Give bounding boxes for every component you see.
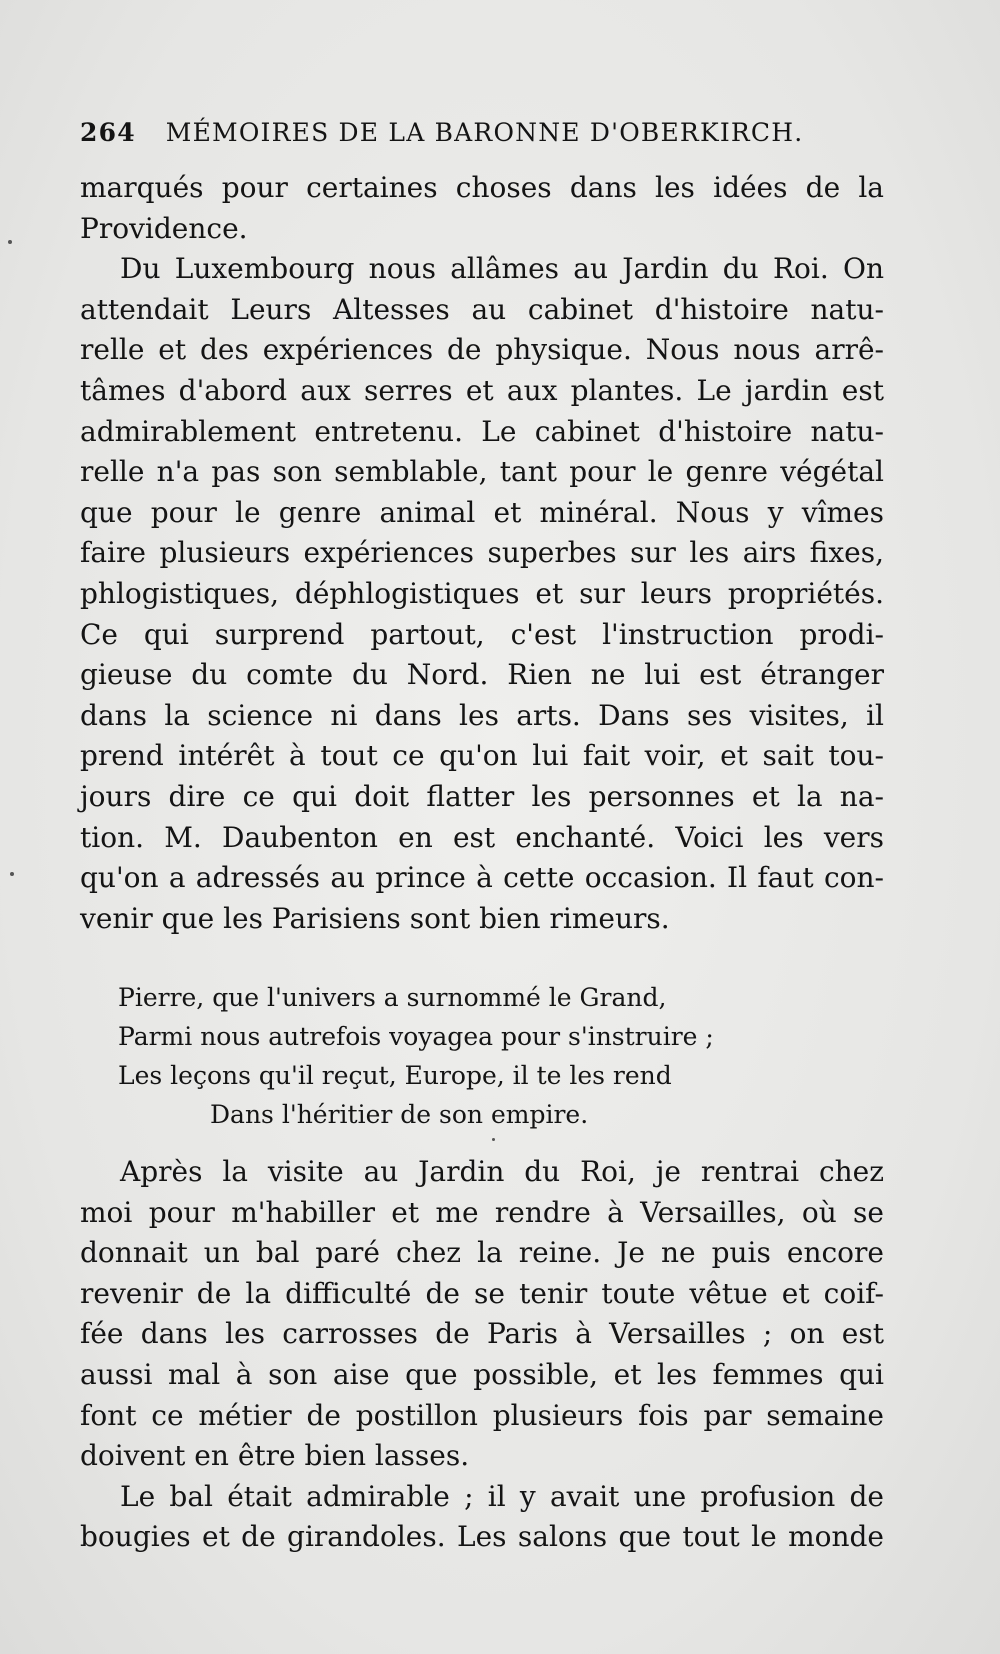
running-title: MÉMOIRES DE LA BARONNE D'OBERKIRCH. [165, 118, 804, 147]
text-line: tion. M. Daubenton en est enchanté. Voici les vers [80, 820, 884, 854]
text-line: fée dans les carrosses de Paris à Versailles ; on est [80, 1317, 884, 1351]
verse-line: Les leçons qu'il reçut, Europe, il te les rend [118, 1061, 672, 1090]
text-line: bougies et de girandoles. Les salons que tout le monde [80, 1520, 884, 1554]
text-line: moi pour m'habiller et me rendre à Versailles, où se [80, 1195, 884, 1229]
verse-line: Pierre, que l'univers a surnommé le Grand, [118, 983, 667, 1012]
text-line: jours dire ce qui doit flatter les personnes et la na- [80, 779, 884, 813]
text-line: donnait un bal paré chez la reine. Je ne puis encore [80, 1236, 884, 1270]
text-line: Le bal était admirable ; il y avait une profusion de [120, 1479, 884, 1513]
verse-line: Dans l'héritier de son empire. [210, 1100, 589, 1129]
text-line: marqués pour certaines choses dans les idées de la [80, 171, 884, 204]
text-line: relle n'a pas son semblable, tant pour le genre végétal [80, 455, 884, 489]
text-line: Après la visite au Jardin du Roi, je rentrai chez [120, 1155, 884, 1188]
text-line: tâmes d'abord aux serres et aux plantes. Le jardin est [80, 373, 884, 407]
text-line: font ce métier de postillon plusieurs fois par semaine [80, 1398, 884, 1432]
paper-speck [10, 872, 14, 876]
text-line: phlogistiques, déphlogistiques et sur leurs propriétés. [80, 576, 884, 610]
text-line: Du Luxembourg nous allâmes au Jardin du Roi. On [120, 252, 884, 286]
text-line: aussi mal à son aise que possible, et les femmes qui [80, 1357, 884, 1391]
text-line: revenir de la difficulté de se tenir toute vêtue et coif- [80, 1276, 884, 1310]
verse-quotation [118, 978, 758, 1134]
text-line: prend intérêt à tout ce qu'on lui fait voir, et sait tou- [80, 739, 884, 773]
text-line: Providence. [80, 211, 248, 245]
text-line: doivent en être bien lasses. [80, 1439, 470, 1473]
text-line: venir que les Parisiens sont bien rimeurs. [80, 901, 670, 935]
text-line: admirablement entretenu. Le cabinet d'histoire natu- [80, 414, 884, 448]
verse-line: Parmi nous autrefois voyagea pour s'instruire ; [118, 1022, 714, 1051]
text-line: que pour le genre animal et minéral. Nous y vîmes [80, 495, 884, 529]
text-line: attendait Leurs Altesses au cabinet d'histoire natu- [80, 292, 884, 326]
text-line: relle et des expériences de physique. Nous nous arrê- [80, 333, 884, 367]
page-number: 264 [80, 118, 136, 147]
paragraphs-top [80, 168, 884, 939]
text-line: qu'on a adressés au prince à cette occasion. Il faut con- [80, 861, 884, 895]
paper-speck [8, 240, 12, 244]
paper-speck [492, 1138, 495, 1141]
text-line: dans la science ni dans les arts. Dans ses visites, il [80, 698, 884, 732]
text-line: gieuse du comte du Nord. Rien ne lui est étranger [80, 658, 884, 692]
text-line: faire plusieurs expériences superbes sur les airs fixes, [80, 536, 884, 570]
paragraphs-bottom [80, 1152, 884, 1558]
running-head [80, 118, 880, 158]
text-line: Ce qui surprend partout, c'est l'instruction prodi- [80, 617, 884, 651]
